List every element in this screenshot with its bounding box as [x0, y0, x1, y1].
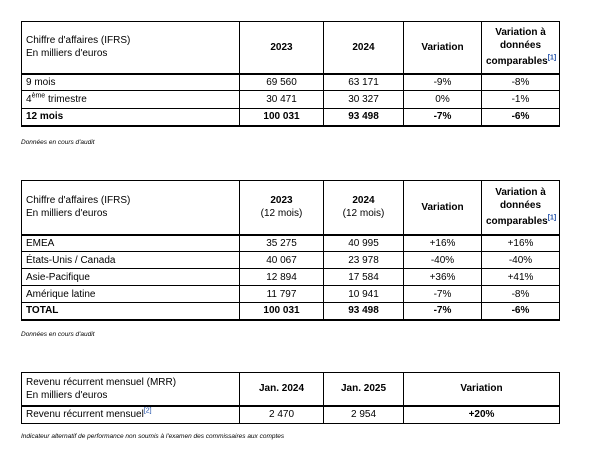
cell-2024: 93 498 — [324, 109, 404, 126]
header-variation: Variation — [404, 22, 482, 74]
header-label-line2: En milliers d'euros — [26, 48, 108, 60]
cell-2024: 30 327 — [324, 91, 404, 109]
label-superscript: ème — [31, 92, 46, 100]
cell-jan-2024: 2 470 — [240, 406, 324, 424]
total-row — [22, 303, 560, 320]
header-variation: Variation — [404, 181, 482, 235]
footnote-ref-link[interactable]: [2] — [143, 407, 152, 415]
cell-var-comp: -6% — [482, 303, 560, 320]
table2-note: Données en cours d'audit — [21, 331, 95, 338]
header-2024-year: 2024 — [352, 195, 375, 207]
cell-2023: 30 471 — [240, 91, 324, 109]
table3-note: Indicateur alternatif de performance non soumis à l'examen des commissaires aux comptes — [21, 433, 285, 440]
cell-var-comp: -8% — [482, 74, 560, 91]
var-comp-line3: comparables — [486, 56, 548, 68]
cell-var-comp: +16% — [482, 235, 560, 252]
header-2023: 2023 — [240, 22, 324, 74]
cell-2024: 63 171 — [324, 74, 404, 91]
var-comp-line2: données — [499, 40, 542, 52]
cell-2024: 10 941 — [324, 286, 404, 303]
cell-2023: 100 031 — [240, 109, 324, 126]
header-label-line2: En milliers d'euros — [26, 389, 108, 401]
table-row — [22, 286, 560, 303]
cell-variation: +20% — [404, 406, 560, 424]
header-2023 — [240, 181, 324, 235]
cell-2024: 93 498 — [324, 303, 404, 320]
mrr-table — [21, 372, 560, 424]
cell-variation: -9% — [404, 74, 482, 91]
row-label: 12 mois — [22, 109, 240, 126]
header-variation: Variation — [404, 373, 560, 406]
header-jan-2024: Jan. 2024 — [240, 373, 324, 406]
row-label: États-Unis / Canada — [22, 252, 240, 269]
cell-2023: 11 797 — [240, 286, 324, 303]
cell-2023: 12 894 — [240, 269, 324, 286]
cell-variation: 0% — [404, 91, 482, 109]
header-label-line2: En milliers d'euros — [26, 208, 108, 220]
table-header-row — [22, 373, 560, 406]
cell-variation: -7% — [404, 109, 482, 126]
cell-2024: 40 995 — [324, 235, 404, 252]
header-label-cell — [22, 22, 240, 74]
row-label: Asie-Pacifique — [22, 269, 240, 286]
header-2023-sub: (12 mois) — [260, 208, 303, 220]
cell-var-comp: -1% — [482, 91, 560, 109]
cell-variation: +36% — [404, 269, 482, 286]
header-label-line1: Chiffre d'affaires (IFRS) — [26, 35, 131, 47]
cell-variation: -7% — [404, 286, 482, 303]
cell-2024: 17 584 — [324, 269, 404, 286]
row-label: 9 mois — [22, 74, 240, 91]
header-2024-sub: (12 mois) — [342, 208, 385, 220]
table1-note: Données en cours d'audit — [21, 139, 95, 146]
row-label — [22, 91, 240, 109]
table-row — [22, 91, 560, 109]
var-comp-line1: Variation à — [495, 27, 546, 39]
cell-variation: -40% — [404, 252, 482, 269]
table-row — [22, 269, 560, 286]
header-variation-comparable — [482, 181, 560, 235]
cell-var-comp: -6% — [482, 109, 560, 126]
cell-variation: -7% — [404, 303, 482, 320]
header-2024: 2024 — [324, 22, 404, 74]
table-row — [22, 406, 560, 424]
footnote-ref-link[interactable]: [1] — [547, 214, 557, 222]
label-rest: trimestre — [45, 94, 87, 105]
row-label-text: Revenu récurrent mensuel — [26, 409, 144, 421]
var-comp-line3: comparables — [486, 216, 548, 228]
total-row — [22, 109, 560, 126]
table-header-row — [22, 22, 560, 74]
label-base: 4 — [26, 94, 32, 105]
var-comp-line1: Variation à — [495, 187, 546, 199]
cell-jan-2025: 2 954 — [324, 406, 404, 424]
revenue-table-period — [21, 21, 560, 127]
header-label-cell — [22, 373, 240, 406]
cell-2023: 40 067 — [240, 252, 324, 269]
cell-variation: +16% — [404, 235, 482, 252]
var-comp-line2: données — [499, 200, 542, 212]
revenue-table-region — [21, 180, 560, 321]
header-variation-comparable — [482, 22, 560, 74]
table-row — [22, 252, 560, 269]
header-2023-year: 2023 — [270, 195, 293, 207]
row-label — [22, 406, 240, 424]
table-row — [22, 74, 560, 91]
cell-var-comp: -8% — [482, 286, 560, 303]
row-label: TOTAL — [22, 303, 240, 320]
cell-var-comp: -40% — [482, 252, 560, 269]
cell-2023: 100 031 — [240, 303, 324, 320]
row-label: EMEA — [22, 235, 240, 252]
header-jan-2025: Jan. 2025 — [324, 373, 404, 406]
header-label-line1: Chiffre d'affaires (IFRS) — [26, 195, 131, 207]
cell-var-comp: +41% — [482, 269, 560, 286]
footnote-ref-link[interactable]: [1] — [547, 54, 557, 62]
table-header-row — [22, 181, 560, 235]
table-row — [22, 235, 560, 252]
cell-2023: 35 275 — [240, 235, 324, 252]
row-label: Amérique latine — [22, 286, 240, 303]
header-2024 — [324, 181, 404, 235]
header-label-line1: Revenu récurrent mensuel (MRR) — [26, 376, 177, 388]
cell-2023: 69 560 — [240, 74, 324, 91]
header-label-cell — [22, 181, 240, 235]
cell-2024: 23 978 — [324, 252, 404, 269]
